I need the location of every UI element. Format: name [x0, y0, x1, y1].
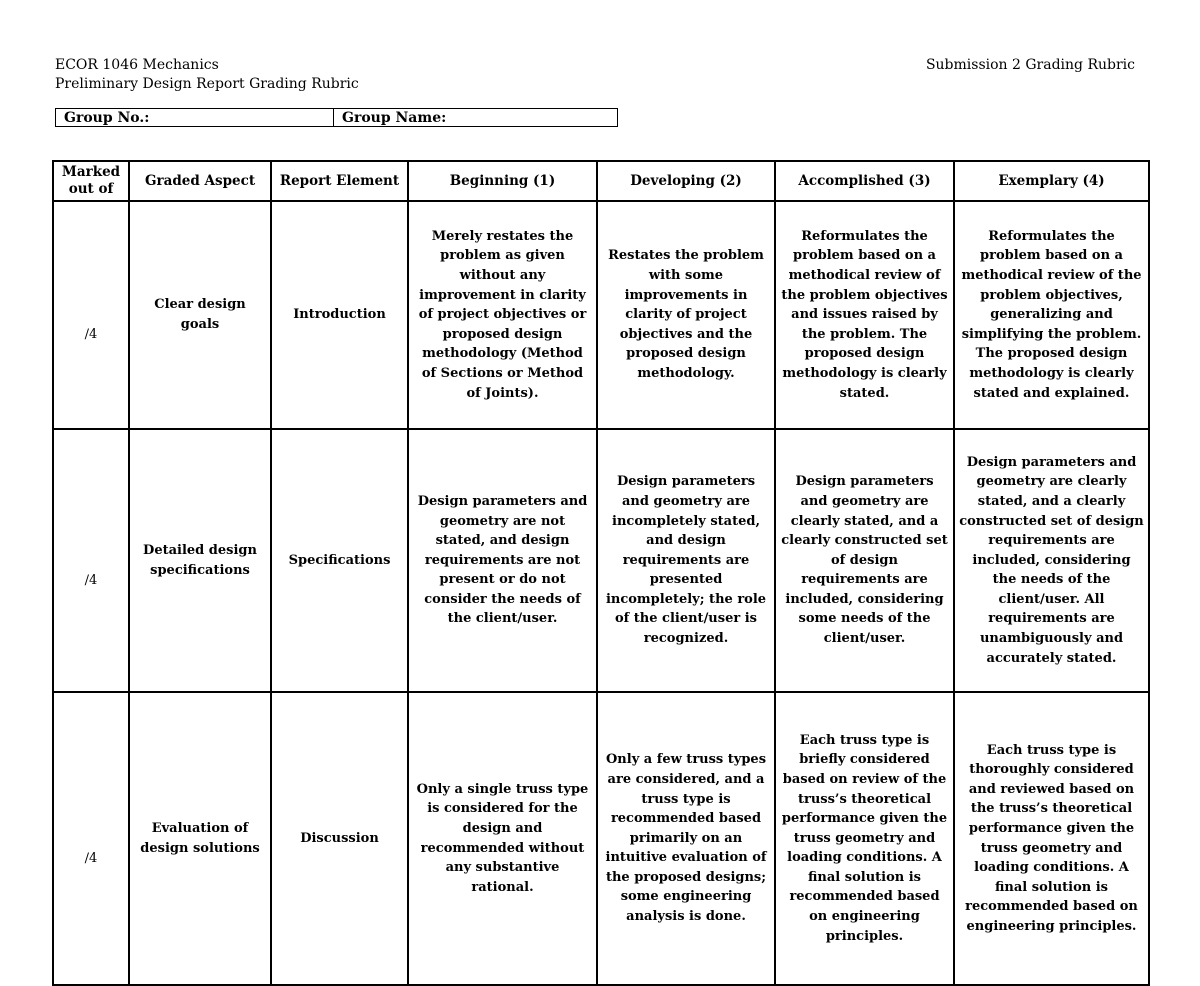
table-row — [53, 201, 1149, 429]
exemplary-cell: Each truss type is thoroughly considered and reviewed based on the truss’s theoretical performance given the truss geometry and loading conditions. A final solution is recommended based on engineering principles. — [954, 692, 1149, 985]
group-name-field[interactable]: Group Name: — [342, 109, 447, 126]
document-header — [55, 56, 359, 94]
header-beginning: Beginning (1) — [408, 161, 597, 201]
submission-label: Submission 2 Grading Rubric — [925, 57, 1135, 73]
exemplary-cell: Design parameters and geometry are clearly stated, and a clearly constructed set of design requirements are included, considering the needs of the client/user. All requirements are unambiguously and accurately stated. — [954, 429, 1149, 692]
mark-cell[interactable]: /4 — [53, 692, 129, 985]
header-marked-out-of: Marked out of — [53, 161, 129, 201]
rubric-table — [52, 160, 1150, 986]
beginning-cell: Merely restates the problem as given without any improvement in clarity of project objectives or proposed design methodology (Method of Sections or Method of Joints). — [408, 201, 597, 429]
aspect-cell: Evaluation of design solutions — [129, 692, 271, 985]
header-accomplished: Accomplished (3) — [775, 161, 954, 201]
developing-cell: Restates the problem with some improvements in clarity of project objectives and the proposed design methodology. — [597, 201, 775, 429]
developing-cell: Design parameters and geometry are incompletely stated, and design requirements are presented incompletely; the role of the client/user is recognized. — [597, 429, 775, 692]
mark-cell[interactable]: /4 — [53, 201, 129, 429]
exemplary-cell: Reformulates the problem based on a methodical review of the problem objectives, generalizing and simplifying the problem. The proposed design methodology is clearly stated and explained. — [954, 201, 1149, 429]
group-no-field[interactable]: Group No.: — [56, 109, 334, 126]
aspect-cell: Clear design goals — [129, 201, 271, 429]
header-report-element: Report Element — [271, 161, 408, 201]
rubric-title: Preliminary Design Report Grading Rubric — [55, 76, 359, 92]
accomplished-cell: Each truss type is briefly considered based on review of the truss’s theoretical performance given the truss geometry and loading conditions. A final solution is recommended based on engineering principles. — [775, 692, 954, 985]
mark-cell[interactable]: /4 — [53, 429, 129, 692]
beginning-cell: Only a single truss type is considered for the design and recommended without any substantive rational. — [408, 692, 597, 985]
course-title: ECOR 1046 Mechanics — [55, 57, 219, 73]
element-cell: Introduction — [271, 201, 408, 429]
table-header-row — [53, 161, 1149, 201]
accomplished-cell: Design parameters and geometry are clearly stated, and a clearly constructed set of design requirements are included, considering some needs of the client/user. — [775, 429, 954, 692]
developing-cell: Only a few truss types are considered, and a truss type is recommended based primarily on an intuitive evaluation of the proposed designs; some engineering analysis is done. — [597, 692, 775, 985]
header-exemplary: Exemplary (4) — [954, 161, 1149, 201]
aspect-cell: Detailed design specifications — [129, 429, 271, 692]
element-cell: Discussion — [271, 692, 408, 985]
beginning-cell: Design parameters and geometry are not stated, and design requirements are not present or do not consider the needs of the client/user. — [408, 429, 597, 692]
table-row — [53, 429, 1149, 692]
header-developing: Developing (2) — [597, 161, 775, 201]
element-cell: Specifications — [271, 429, 408, 692]
accomplished-cell: Reformulates the problem based on a methodical review of the problem objectives and issues raised by the problem. The proposed design methodology is clearly stated. — [775, 201, 954, 429]
table-row — [53, 692, 1149, 985]
header-graded-aspect: Graded Aspect — [129, 161, 271, 201]
group-info-box — [55, 108, 618, 127]
